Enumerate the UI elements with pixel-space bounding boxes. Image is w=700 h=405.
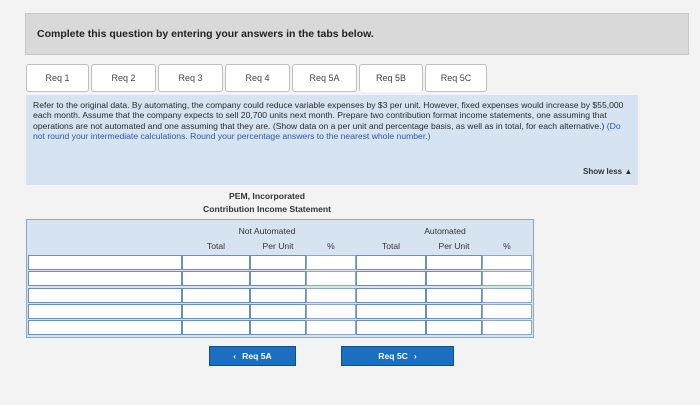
next-req-button[interactable] xyxy=(341,346,454,366)
chevron-left-icon: ‹ xyxy=(233,351,237,361)
instructions-note: (Do not round your intermediate calculations. Round your percentage answers to the nearest whole number.) xyxy=(33,120,621,142)
na-per-unit-cell[interactable] xyxy=(250,304,306,319)
tab-req-3[interactable]: Req 3 xyxy=(158,64,223,92)
na-total-cell[interactable] xyxy=(182,320,250,335)
a-per-unit-cell[interactable] xyxy=(426,288,482,303)
row-label-cell[interactable] xyxy=(28,304,182,319)
group-automated: Automated xyxy=(424,226,466,236)
na-total-cell[interactable] xyxy=(182,304,250,319)
instructions-body: Refer to the original data. By automating, the company could reduce variable expenses by $3 per unit. However, fixed expenses would increase by $55,000 each month. Assume that the company expects to sell 20,700 units next month. Prepare two contribution format income statements, one assuming that operations are not automated and one assuming that they are. (Show data on a per unit and percentage basis, as well as in total, for each alternative.) xyxy=(33,100,624,131)
instructions-panel xyxy=(26,95,638,185)
statement-heading xyxy=(182,190,352,216)
na-per-unit-cell[interactable] xyxy=(250,320,306,335)
tab-req-5a[interactable]: Req 5A xyxy=(292,64,357,92)
na-per-unit-cell[interactable] xyxy=(250,271,306,286)
a-per-unit-cell[interactable] xyxy=(426,271,482,286)
na-total-cell[interactable] xyxy=(182,255,250,270)
company-name: PEM, Incorporated xyxy=(229,191,305,201)
na-total-cell[interactable] xyxy=(182,271,250,286)
a-pct-cell[interactable] xyxy=(482,255,532,270)
a-pct-cell[interactable] xyxy=(482,304,532,319)
tab-req-5b[interactable]: Req 5B xyxy=(359,64,423,92)
na-pct-cell[interactable] xyxy=(306,304,356,319)
prev-req-button[interactable] xyxy=(209,346,296,366)
a-per-unit-cell[interactable] xyxy=(426,255,482,270)
tab-req-1[interactable]: Req 1 xyxy=(26,64,89,92)
statement-title: Contribution Income Statement xyxy=(203,204,331,214)
col-a-pct: % xyxy=(503,241,511,251)
a-per-unit-cell[interactable] xyxy=(426,304,482,319)
a-pct-cell[interactable] xyxy=(482,271,532,286)
a-per-unit-cell[interactable] xyxy=(426,320,482,335)
requirement-tabs xyxy=(26,64,489,92)
question-title: Complete this question by entering your answers in the tabs below. xyxy=(37,28,374,40)
tab-req-2[interactable]: Req 2 xyxy=(91,64,156,92)
prev-req-label: Req 5A xyxy=(242,351,272,361)
na-per-unit-cell[interactable] xyxy=(250,255,306,270)
a-total-cell[interactable] xyxy=(356,255,426,270)
a-pct-cell[interactable] xyxy=(482,288,532,303)
na-pct-cell[interactable] xyxy=(306,271,356,286)
chevron-right-icon: › xyxy=(413,351,417,361)
na-per-unit-cell[interactable] xyxy=(250,288,306,303)
group-not-automated: Not Automated xyxy=(238,226,296,236)
row-label-cell[interactable] xyxy=(28,271,182,286)
tab-req-4[interactable]: Req 4 xyxy=(225,64,290,92)
a-total-cell[interactable] xyxy=(356,271,426,286)
na-pct-cell[interactable] xyxy=(306,255,356,270)
next-req-label: Req 5C xyxy=(378,351,408,361)
a-total-cell[interactable] xyxy=(356,288,426,303)
col-a-total: Total xyxy=(381,241,401,251)
col-a-per-unit: Per Unit xyxy=(438,241,470,251)
row-label-cell[interactable] xyxy=(28,288,182,303)
col-na-per-unit: Per Unit xyxy=(262,241,294,251)
col-na-pct: % xyxy=(327,241,335,251)
na-pct-cell[interactable] xyxy=(306,288,356,303)
a-pct-cell[interactable] xyxy=(482,320,532,335)
na-total-cell[interactable] xyxy=(182,288,250,303)
show-less-toggle[interactable]: Show less ▲ xyxy=(583,167,633,176)
a-total-cell[interactable] xyxy=(356,304,426,319)
a-total-cell[interactable] xyxy=(356,320,426,335)
col-na-total: Total xyxy=(206,241,226,251)
row-label-cell[interactable] xyxy=(28,320,182,335)
question-header xyxy=(25,13,689,55)
row-label-cell[interactable] xyxy=(28,255,182,270)
instructions-text xyxy=(33,100,633,142)
na-pct-cell[interactable] xyxy=(306,320,356,335)
tab-req-5c[interactable]: Req 5C xyxy=(425,64,487,92)
